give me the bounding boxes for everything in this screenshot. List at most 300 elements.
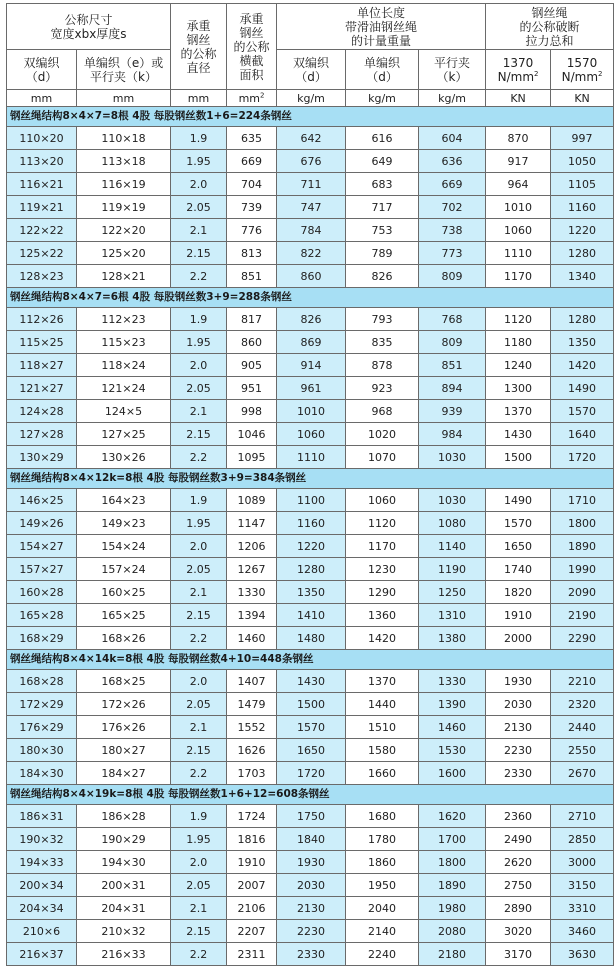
cell-single-weave-size: 186×28 [77,805,171,828]
cell-wire-area: 1267 [227,558,277,581]
cell-wire-diameter: 2.1 [171,897,227,920]
cell-weight-parallel: 768 [419,308,486,331]
table-row [7,423,614,446]
cell-weight-parallel: 894 [419,377,486,400]
cell-weight-single: 1950 [346,874,419,897]
cell-weight-double: 1650 [277,739,346,762]
cell-wire-diameter: 1.95 [171,512,227,535]
group-title: 钢丝绳结构8×4×7=6根 4股 每股钢丝数3+9=288条钢丝 [7,288,614,308]
cell-weight-single: 1070 [346,446,419,469]
cell-single-weave-size: 200×31 [77,874,171,897]
header-unit-weight: 单位长度 带滑油钢丝绳 的计量重量 [277,4,486,50]
cell-force-1370: 1910 [486,604,551,627]
cell-force-1570: 2710 [551,805,614,828]
cell-wire-diameter: 1.95 [171,150,227,173]
cell-double-weave-size: 154×27 [7,535,77,558]
cell-force-1570: 1105 [551,173,614,196]
cell-weight-single: 1360 [346,604,419,627]
cell-weight-parallel: 1310 [419,604,486,627]
cell-double-weave-size: 125×22 [7,242,77,265]
cell-wire-diameter: 2.1 [171,400,227,423]
cell-weight-single: 717 [346,196,419,219]
cell-double-weave-size: 124×28 [7,400,77,423]
cell-weight-parallel: 669 [419,173,486,196]
cell-double-weave-size: 119×21 [7,196,77,219]
cell-weight-double: 1410 [277,604,346,627]
cell-weight-single: 826 [346,265,419,288]
cell-weight-parallel: 1530 [419,739,486,762]
cell-force-1570: 3310 [551,897,614,920]
cell-wire-diameter: 2.05 [171,196,227,219]
cell-weight-parallel: 1190 [419,558,486,581]
cell-weight-single: 878 [346,354,419,377]
cell-weight-single: 1780 [346,828,419,851]
cell-force-1370: 964 [486,173,551,196]
superscript-2: 2 [260,90,265,99]
cell-weight-double: 1500 [277,693,346,716]
cell-force-1570: 1640 [551,423,614,446]
header-force-1370 [486,50,551,90]
cell-double-weave-size: 204×34 [7,897,77,920]
cell-force-1370: 1930 [486,670,551,693]
cell-wire-diameter: 1.9 [171,805,227,828]
cell-weight-parallel: 738 [419,219,486,242]
cell-weight-parallel: 1030 [419,446,486,469]
cell-single-weave-size: 154×24 [77,535,171,558]
cell-force-1370: 1500 [486,446,551,469]
header-single-weave-or-parallel: 单编织（e）或 平行夹（k） [77,50,171,90]
cell-weight-double: 822 [277,242,346,265]
header-force-1570 [551,50,614,90]
cell-force-1370: 2330 [486,762,551,785]
cell-double-weave-size: 194×33 [7,851,77,874]
cell-single-weave-size: 125×20 [77,242,171,265]
cell-force-1370: 2360 [486,805,551,828]
cell-weight-parallel: 1890 [419,874,486,897]
cell-force-1370: 2000 [486,627,551,650]
cell-weight-parallel: 1600 [419,762,486,785]
cell-wire-diameter: 2.1 [171,581,227,604]
cell-double-weave-size: 121×27 [7,377,77,400]
cell-weight-double: 676 [277,150,346,173]
cell-single-weave-size: 121×24 [77,377,171,400]
cell-double-weave-size: 112×26 [7,308,77,331]
cell-single-weave-size: 210×32 [77,920,171,943]
header-nominal-size: 公称尺寸 宽度xbx厚度s [7,4,171,50]
cell-force-1370: 2620 [486,851,551,874]
cell-single-weave-size: 190×29 [77,828,171,851]
header-double-weave: 双编织 （d） [7,50,77,90]
cell-weight-single: 1020 [346,423,419,446]
cell-weight-double: 1100 [277,489,346,512]
cell-wire-area: 1095 [227,446,277,469]
cell-double-weave-size: 130×29 [7,446,77,469]
unit-cell: kg/m [419,90,486,107]
cell-weight-single: 1510 [346,716,419,739]
header-weight-double: 双编织 （d） [277,50,346,90]
cell-force-1570: 2190 [551,604,614,627]
cell-force-1570: 1570 [551,400,614,423]
cell-weight-single: 683 [346,173,419,196]
cell-weight-double: 1160 [277,512,346,535]
cell-wire-area: 1206 [227,535,277,558]
cell-double-weave-size: 168×28 [7,670,77,693]
cell-weight-parallel: 1980 [419,897,486,920]
cell-weight-single: 968 [346,400,419,423]
cell-weight-double: 1570 [277,716,346,739]
cell-double-weave-size: 168×29 [7,627,77,650]
cell-weight-single: 753 [346,219,419,242]
cell-weight-single: 2140 [346,920,419,943]
cell-force-1370: 1740 [486,558,551,581]
cell-force-1370: 1060 [486,219,551,242]
cell-weight-parallel: 1250 [419,581,486,604]
steel-wire-rope-spec-table [6,3,614,966]
cell-weight-double: 1930 [277,851,346,874]
table-row [7,196,614,219]
cell-wire-area: 1089 [227,489,277,512]
cell-double-weave-size: 118×27 [7,354,77,377]
cell-wire-diameter: 2.2 [171,762,227,785]
cell-single-weave-size: 164×23 [77,489,171,512]
cell-single-weave-size: 112×23 [77,308,171,331]
cell-wire-area: 1479 [227,693,277,716]
cell-wire-area: 1910 [227,851,277,874]
unit-cell: $mm^2$ [227,90,277,107]
cell-weight-double: 869 [277,331,346,354]
group-header-row [7,650,614,670]
cell-wire-diameter: 2.0 [171,354,227,377]
cell-double-weave-size: 172×29 [7,693,77,716]
cell-weight-single: 2040 [346,897,419,920]
cell-wire-area: 1703 [227,762,277,785]
cell-single-weave-size: 165×25 [77,604,171,627]
group-title: 钢丝绳结构8×4×7=8根 4股 每股钢丝数1+6=224条钢丝 [7,107,614,127]
cell-wire-area: 2207 [227,920,277,943]
cell-weight-parallel: 984 [419,423,486,446]
cell-force-1370: 1170 [486,265,551,288]
cell-weight-single: 1580 [346,739,419,762]
cell-single-weave-size: 119×19 [77,196,171,219]
cell-weight-double: 1010 [277,400,346,423]
cell-single-weave-size: 128×21 [77,265,171,288]
cell-weight-parallel: 1620 [419,805,486,828]
cell-wire-area: 1330 [227,581,277,604]
cell-weight-parallel: 1460 [419,716,486,739]
group-title: 钢丝绳结构8×4×14k=8根 4股 每股钢丝数4+10=448条钢丝 [7,650,614,670]
cell-single-weave-size: 176×26 [77,716,171,739]
cell-single-weave-size: 149×23 [77,512,171,535]
cell-weight-single: 1370 [346,670,419,693]
cell-force-1570: 2850 [551,828,614,851]
cell-weight-parallel: 1390 [419,693,486,716]
cell-wire-area: 1552 [227,716,277,739]
header-force-1570-label: 1570 N/mm [561,55,599,84]
table-row [7,627,614,650]
table-row [7,716,614,739]
cell-wire-area: 1816 [227,828,277,851]
cell-wire-diameter: 2.15 [171,920,227,943]
cell-wire-area: 813 [227,242,277,265]
cell-double-weave-size: 113×20 [7,150,77,173]
table-row [7,805,614,828]
group-header-row [7,469,614,489]
cell-single-weave-size: 168×25 [77,670,171,693]
cell-single-weave-size: 110×18 [77,127,171,150]
cell-single-weave-size: 124×5 [77,400,171,423]
cell-force-1370: 3020 [486,920,551,943]
cell-weight-double: 1220 [277,535,346,558]
cell-weight-double: 961 [277,377,346,400]
cell-force-1570: 2210 [551,670,614,693]
cell-weight-single: 835 [346,331,419,354]
cell-weight-double: 1750 [277,805,346,828]
header-force-1370-label: 1370 N/mm [497,55,535,84]
cell-wire-area: 1046 [227,423,277,446]
cell-double-weave-size: 128×23 [7,265,77,288]
cell-weight-double: 1350 [277,581,346,604]
cell-weight-single: 1290 [346,581,419,604]
cell-single-weave-size: 116×19 [77,173,171,196]
cell-force-1570: 2290 [551,627,614,650]
cell-wire-area: 704 [227,173,277,196]
cell-wire-diameter: 2.2 [171,446,227,469]
group-title: 钢丝绳结构8×4×19k=8根 4股 每股钢丝数1+6+12=608条钢丝 [7,785,614,805]
cell-wire-diameter: 2.2 [171,627,227,650]
cell-force-1570: 2440 [551,716,614,739]
cell-double-weave-size: 157×27 [7,558,77,581]
cell-double-weave-size: 110×20 [7,127,77,150]
cell-weight-parallel: 1080 [419,512,486,535]
cell-force-1370: 3170 [486,943,551,966]
cell-double-weave-size: 146×25 [7,489,77,512]
table-row [7,739,614,762]
cell-double-weave-size: 200×34 [7,874,77,897]
cell-force-1570: 2670 [551,762,614,785]
cell-weight-parallel: 939 [419,400,486,423]
cell-double-weave-size: 149×26 [7,512,77,535]
cell-force-1370: 1180 [486,331,551,354]
table-row [7,308,614,331]
table-row [7,762,614,785]
cell-single-weave-size: 204×31 [77,897,171,920]
cell-force-1370: 1300 [486,377,551,400]
cell-force-1570: 1710 [551,489,614,512]
cell-force-1570: 1800 [551,512,614,535]
cell-single-weave-size: 115×23 [77,331,171,354]
cell-weight-parallel: 2180 [419,943,486,966]
cell-double-weave-size: 165×28 [7,604,77,627]
cell-force-1370: 1370 [486,400,551,423]
cell-double-weave-size: 216×37 [7,943,77,966]
cell-force-1570: 997 [551,127,614,150]
cell-weight-double: 642 [277,127,346,150]
cell-weight-parallel: 1030 [419,489,486,512]
cell-wire-area: 1147 [227,512,277,535]
table-row [7,512,614,535]
cell-single-weave-size: 157×24 [77,558,171,581]
cell-wire-area: 1626 [227,739,277,762]
units-row [7,90,614,107]
cell-weight-single: 1230 [346,558,419,581]
cell-wire-diameter: 2.05 [171,693,227,716]
cell-single-weave-size: 113×18 [77,150,171,173]
cell-wire-diameter: 2.15 [171,739,227,762]
cell-weight-double: 1060 [277,423,346,446]
table-row [7,943,614,966]
cell-double-weave-size: 122×22 [7,219,77,242]
cell-single-weave-size: 118×24 [77,354,171,377]
cell-weight-single: 1170 [346,535,419,558]
header-wire-diameter: 承重 钢丝 的公称 直径 [171,4,227,90]
cell-weight-parallel: 1380 [419,627,486,650]
cell-weight-parallel: 1800 [419,851,486,874]
table-row [7,446,614,469]
cell-single-weave-size: 216×33 [77,943,171,966]
table-row [7,173,614,196]
cell-double-weave-size: 127×28 [7,423,77,446]
table-row [7,851,614,874]
cell-force-1370: 1570 [486,512,551,535]
cell-double-weave-size: 190×32 [7,828,77,851]
unit-cell: mm [7,90,77,107]
cell-wire-diameter: 2.15 [171,242,227,265]
cell-wire-area: 1460 [227,627,277,650]
table-row [7,265,614,288]
cell-weight-parallel: 604 [419,127,486,150]
unit-cell: KN [551,90,614,107]
cell-weight-parallel: 809 [419,331,486,354]
cell-force-1370: 2750 [486,874,551,897]
table-row [7,150,614,173]
cell-weight-single: 1680 [346,805,419,828]
table-body [7,90,614,966]
cell-wire-diameter: 2.15 [171,604,227,627]
cell-single-weave-size: 160×25 [77,581,171,604]
cell-double-weave-size: 176×29 [7,716,77,739]
cell-weight-single: 1120 [346,512,419,535]
table-row [7,670,614,693]
cell-weight-parallel: 773 [419,242,486,265]
cell-weight-double: 1430 [277,670,346,693]
cell-wire-diameter: 2.2 [171,265,227,288]
cell-force-1570: 1280 [551,242,614,265]
cell-force-1370: 2490 [486,828,551,851]
cell-force-1570: 1420 [551,354,614,377]
cell-weight-double: 1110 [277,446,346,469]
cell-weight-parallel: 1330 [419,670,486,693]
cell-force-1570: 1220 [551,219,614,242]
cell-weight-parallel: 809 [419,265,486,288]
cell-force-1570: 2090 [551,581,614,604]
cell-force-1370: 1820 [486,581,551,604]
cell-wire-diameter: 1.95 [171,331,227,354]
cell-weight-double: 2130 [277,897,346,920]
table-row [7,535,614,558]
cell-weight-double: 711 [277,173,346,196]
cell-weight-single: 1440 [346,693,419,716]
table-row [7,558,614,581]
cell-force-1370: 1110 [486,242,551,265]
unit-cell: mm [171,90,227,107]
cell-weight-single: 1660 [346,762,419,785]
cell-double-weave-size: 160×28 [7,581,77,604]
cell-wire-area: 998 [227,400,277,423]
cell-weight-double: 747 [277,196,346,219]
group-title: 钢丝绳结构8×4×12k=8根 4股 每股钢丝数3+9=384条钢丝 [7,469,614,489]
cell-force-1570: 1340 [551,265,614,288]
cell-weight-double: 2230 [277,920,346,943]
cell-force-1570: 1490 [551,377,614,400]
cell-double-weave-size: 180×30 [7,739,77,762]
cell-single-weave-size: 130×26 [77,446,171,469]
cell-wire-diameter: 2.05 [171,874,227,897]
cell-wire-area: 860 [227,331,277,354]
cell-wire-area: 739 [227,196,277,219]
cell-wire-area: 2106 [227,897,277,920]
header-weight-parallel: 平行夹 （k） [419,50,486,90]
cell-force-1570: 1890 [551,535,614,558]
cell-weight-single: 2240 [346,943,419,966]
table-row [7,693,614,716]
table-row [7,828,614,851]
table-row [7,377,614,400]
cell-weight-parallel: 1140 [419,535,486,558]
cell-force-1370: 2230 [486,739,551,762]
header-wire-area: 承重 钢丝 的公称 横截 面积 [227,4,277,90]
cell-single-weave-size: 184×27 [77,762,171,785]
table-row [7,219,614,242]
cell-force-1570: 3630 [551,943,614,966]
header-weight-single: 单编织 （d） [346,50,419,90]
cell-wire-diameter: 2.0 [171,173,227,196]
table-row [7,354,614,377]
cell-weight-parallel: 636 [419,150,486,173]
cell-weight-double: 2030 [277,874,346,897]
cell-wire-area: 669 [227,150,277,173]
table-row [7,489,614,512]
cell-wire-diameter: 2.1 [171,219,227,242]
table-row [7,874,614,897]
cell-wire-area: 2007 [227,874,277,897]
cell-wire-diameter: 2.05 [171,558,227,581]
cell-single-weave-size: 122×20 [77,219,171,242]
cell-force-1370: 1010 [486,196,551,219]
cell-wire-area: 1724 [227,805,277,828]
unit-cell: kg/m [277,90,346,107]
cell-force-1370: 2130 [486,716,551,739]
cell-weight-single: 616 [346,127,419,150]
cell-force-1570: 1990 [551,558,614,581]
header-breaking-force: 钢丝绳 的公称破断 拉力总和 [486,4,614,50]
table-row [7,897,614,920]
cell-wire-diameter: 1.9 [171,308,227,331]
cell-force-1570: 1350 [551,331,614,354]
cell-single-weave-size: 180×27 [77,739,171,762]
cell-single-weave-size: 172×26 [77,693,171,716]
unit-cell: mm [77,90,171,107]
cell-single-weave-size: 194×30 [77,851,171,874]
cell-wire-area: 1407 [227,670,277,693]
cell-force-1570: 1050 [551,150,614,173]
group-header-row [7,288,614,308]
superscript-2: 2 [534,69,539,78]
cell-weight-single: 789 [346,242,419,265]
cell-wire-area: 776 [227,219,277,242]
cell-force-1370: 2890 [486,897,551,920]
cell-weight-parallel: 702 [419,196,486,219]
table-row [7,920,614,943]
